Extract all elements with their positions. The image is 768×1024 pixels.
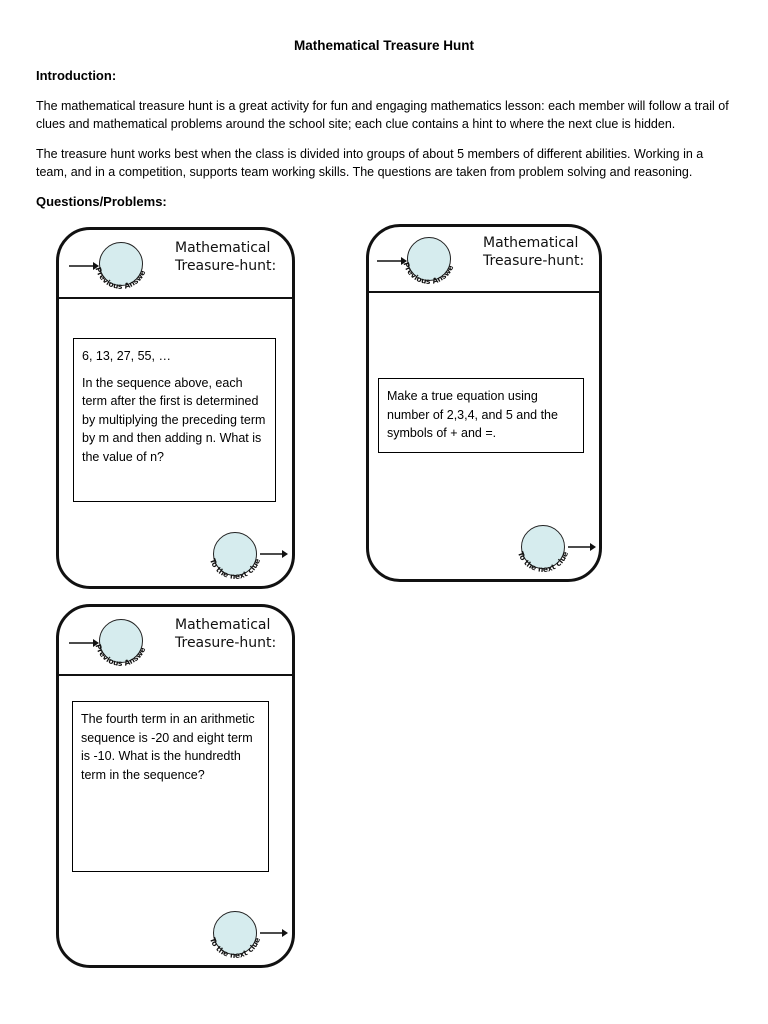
card-header-divider (59, 297, 292, 299)
next-clue-label (201, 520, 269, 584)
card-title (175, 239, 276, 275)
card-header-divider (59, 674, 292, 676)
intro-heading: Introduction: (36, 68, 117, 83)
card-title-line-2: Treasure-hunt: (175, 635, 277, 651)
card-title (175, 616, 276, 652)
card-title-line-1: Mathematical (175, 240, 271, 256)
svg-text:To the next clue: To the next clue (515, 550, 571, 574)
card-title-line-2: Treasure-hunt: (175, 258, 277, 274)
clue-card-1 (56, 223, 295, 589)
card-title-line-2: Treasure-hunt: (483, 253, 585, 269)
card-title-line-1: Mathematical (175, 617, 271, 633)
svg-text:Previous Answer: Previous Answer (393, 218, 456, 286)
question-text: In the sequence above, each term after the first is determined by multiplying the preceding term by m and then adding n. What is the value of n? (82, 375, 266, 464)
questions-heading: Questions/Problems: (36, 194, 167, 209)
question-text: The fourth term in an arithmetic sequence is -20 and eight term is -10. What is the hundredth term in the sequence? (81, 712, 255, 782)
next-clue-label (201, 899, 269, 963)
svg-text:To the next clue: To the next clue (207, 557, 263, 581)
question-box (73, 338, 276, 502)
previous-answer-label (393, 218, 463, 289)
svg-text:To the next clue: To the next clue (207, 936, 263, 960)
card-header-divider (369, 291, 599, 293)
clue-card-3 (56, 600, 295, 968)
document-title: Mathematical Treasure Hunt (293, 38, 475, 53)
card-title (483, 234, 584, 270)
question-box (72, 701, 269, 872)
question-sequence: 6, 13, 27, 55, … (82, 349, 171, 363)
intro-paragraph-2: The treasure hunt works best when the class is divided into groups of about 5 members of different abilities. Working in a team, and in a competition, supports team working skills. The questions are taken from problem solving and reasoning. (36, 147, 704, 179)
svg-text:Previous Answer: Previous Answer (85, 223, 148, 291)
previous-answer-label (85, 600, 155, 671)
card-title-line-1: Mathematical (483, 235, 579, 251)
clue-card-2 (366, 218, 602, 582)
previous-answer-label (85, 223, 155, 294)
svg-text:Previous Answer: Previous Answer (85, 600, 148, 668)
intro-paragraph-1: The mathematical treasure hunt is a great activity for fun and engaging mathematics lesson: each member will follow a trail of clues and mathematical problems around the school site; each clue contains a hint to where the next clue is hidden. (36, 99, 729, 131)
question-box (378, 378, 584, 453)
question-text: Make a true equation using number of 2,3,4, and 5 and the symbols of + and =. (387, 389, 558, 440)
next-clue-label (509, 513, 577, 577)
